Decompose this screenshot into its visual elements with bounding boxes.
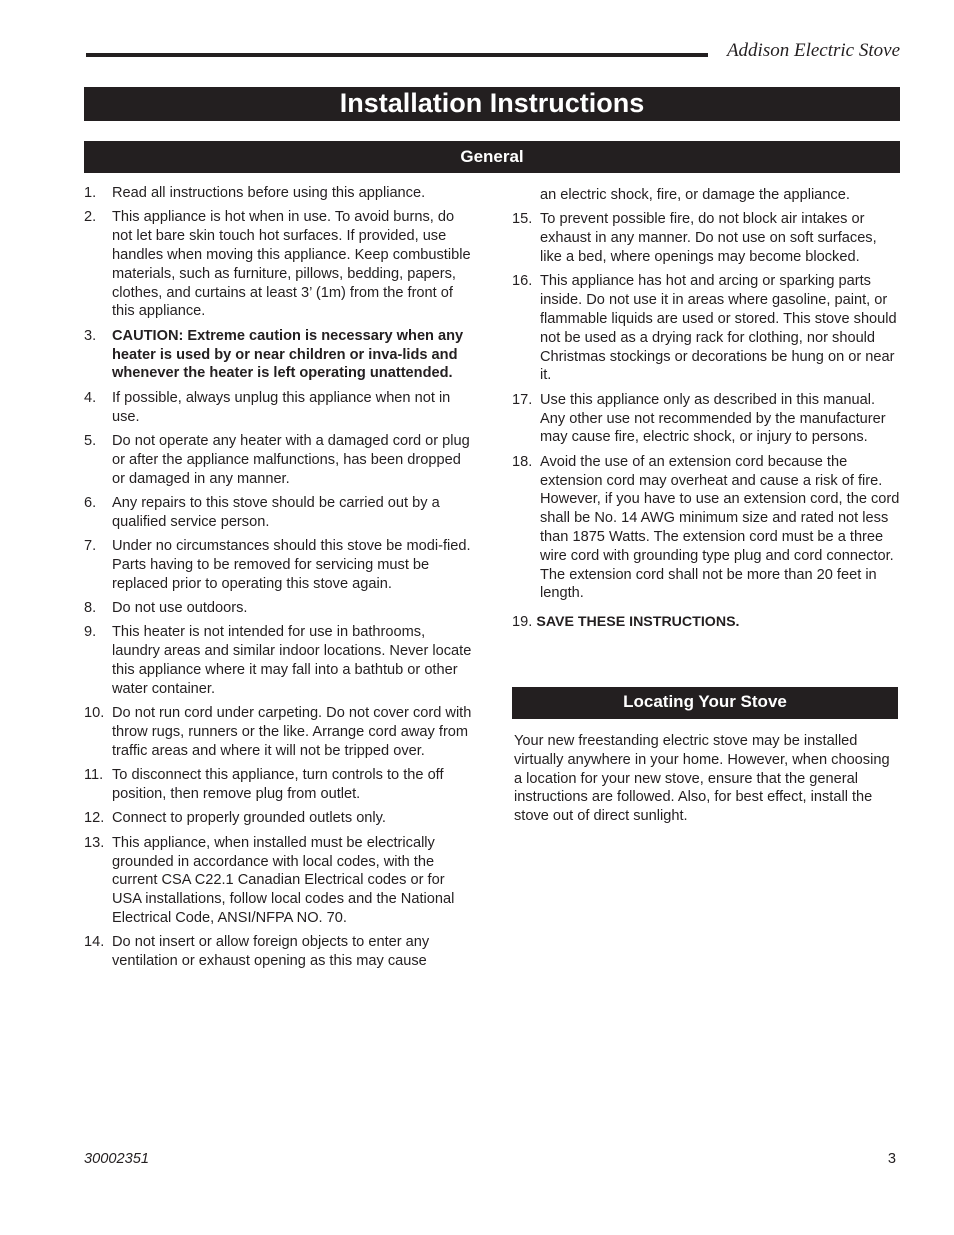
section-heading-general: General <box>84 141 900 173</box>
list-text: CAUTION: Extreme caution is necessary when any heater is used by or near children or inva-lids and whenever the heater is left operating unattended. <box>112 327 464 382</box>
list-item-9 <box>84 623 474 698</box>
list-text: Do not use outdoors. <box>112 600 248 617</box>
general-list-right-column <box>512 186 900 632</box>
section-heading-locating: Locating Your Stove <box>512 687 898 719</box>
list-item-18 <box>512 453 900 603</box>
general-list-left-column <box>84 184 474 977</box>
list-item-15 <box>512 210 900 266</box>
list-text: This appliance has hot and arcing or sparking parts inside. Do not use it in areas where gasoline, paint, or flammable liquids are used or stored. This stove should not be used as a drying rack for clothing, nor should Christmas stockings or decorations be hung on or near it. <box>540 273 897 384</box>
list-text: This appliance is hot when in use. To avoid burns, do not let bare skin touch hot surfaces. If provided, use handles when moving this appliance. Keep combustible materials, such as furniture, pillows, bedding, papers, clothes, and curtains at least 3’ (1m) from the front of this appliance. <box>112 209 471 320</box>
list-item-14-continuation: an electric shock, fire, or damage the appliance. <box>540 187 850 203</box>
list-number: 10. <box>84 705 105 722</box>
list-item-12 <box>84 809 474 828</box>
list-item-3-caution <box>84 327 474 383</box>
list-item-6 <box>84 494 474 532</box>
list-text: Do not run cord under carpeting. Do not cover cord with throw rugs, runners or the like. Arrange cord away from traffic areas and where it will not be tripped over. <box>112 705 472 759</box>
list-number: 5. <box>84 432 97 449</box>
list-text: If possible, always unplug this appliance when not in use. <box>112 389 451 425</box>
page-banner-title: Installation Instructions <box>84 87 900 121</box>
list-number: 9. <box>84 624 97 641</box>
list-number: 2. <box>84 209 97 226</box>
list-number: 3. <box>84 327 97 344</box>
list-item-17 <box>512 391 900 447</box>
list-text: Avoid the use of an extension cord because the extension cord may overheat and cause a risk of fire. However, if you have to use an extension cord, the cord shall be No. 14 AWG minimum size and rated not less than 1875 Watts. The extension cord must be a three wire cord with grounding type plug and cord connector. The extension cord shall not be more than 20 feet in length. <box>540 453 900 602</box>
list-text: To prevent possible fire, do not block air intakes or exhaust in any manner. Do not use on soft surfaces, like a bed, where openings may become blocked. <box>540 211 877 265</box>
list-item-5 <box>84 432 474 488</box>
list-text: Read all instructions before using this appliance. <box>112 185 426 201</box>
list-text: This appliance, when installed must be electrically grounded in accordance with local codes, with the current CSA C22.1 Canadian Electrical codes or for USA installations, follow local codes and the National Electrical Code, ANSI/NFPA NO. 70. <box>112 834 455 927</box>
list-number: 8. <box>84 600 97 617</box>
list-number: 4. <box>84 389 97 406</box>
list-text: SAVE THESE INSTRUCTIONS. <box>536 614 740 631</box>
list-number: 7. <box>84 538 97 555</box>
list-number: 16. <box>512 273 533 290</box>
list-text: Use this appliance only as described in this manual. Any other use not recommended by the manufacturer may cause fire, electric shock, or injury to persons. <box>540 391 886 446</box>
list-item-14 <box>84 933 474 971</box>
list-text: Do not operate any heater with a damaged cord or plug or after the appliance malfunctions, has been dropped or damaged in any manner. <box>112 432 470 487</box>
list-text: Under no circumstances should this stove be modi-fied. Parts having to be removed for servicing must be replaced prior to operating this stove again. <box>112 538 471 592</box>
list-number: 11. <box>84 767 104 784</box>
list-text: This heater is not intended for use in bathrooms, laundry areas and similar indoor locations. Never locate this appliance where it may fall into a bathtub or other water container. <box>112 624 472 697</box>
locating-paragraph: Your new freestanding electric stove may be installed virtually anywhere in your home. However, when choosing a location for your new stove, ensure that the general instructions are followed. Also, for best effect, install the stove out of direct sunlight. <box>514 733 890 825</box>
list-number: 12. <box>84 810 105 827</box>
page-number: 3 <box>887 1151 896 1167</box>
list-text: Any repairs to this stove should be carried out by a qualified service person. <box>112 494 440 530</box>
list-number: 14. <box>84 934 105 951</box>
list-item-4 <box>84 389 474 427</box>
list-item-8 <box>84 599 474 618</box>
list-item-11 <box>84 766 474 804</box>
list-item-13 <box>84 834 474 928</box>
list-text: Connect to properly grounded outlets only. <box>112 810 386 827</box>
list-item-19-save-instructions <box>512 613 900 632</box>
header-rule <box>86 53 708 57</box>
list-number: 15. <box>512 211 533 228</box>
list-item-16 <box>512 272 900 385</box>
list-text: To disconnect this appliance, turn controls to the off position, then remove plug from outlet. <box>112 767 444 803</box>
list-text: Do not insert or allow foreign objects to enter any ventilation or exhaust opening as this may cause <box>112 934 430 970</box>
list-number: 13. <box>84 834 105 851</box>
list-item-1 <box>84 184 474 203</box>
list-number: 17. <box>512 391 533 408</box>
list-item-2 <box>84 208 474 321</box>
part-number: 30002351 <box>84 1151 149 1167</box>
document-title: Addison Electric Stove <box>726 40 900 61</box>
list-item-10 <box>84 704 474 760</box>
list-item-7 <box>84 537 474 593</box>
list-number: 18. <box>512 453 533 470</box>
list-number: 1. <box>84 185 97 201</box>
list-number: 19. <box>512 614 533 631</box>
list-number: 6. <box>84 494 97 511</box>
